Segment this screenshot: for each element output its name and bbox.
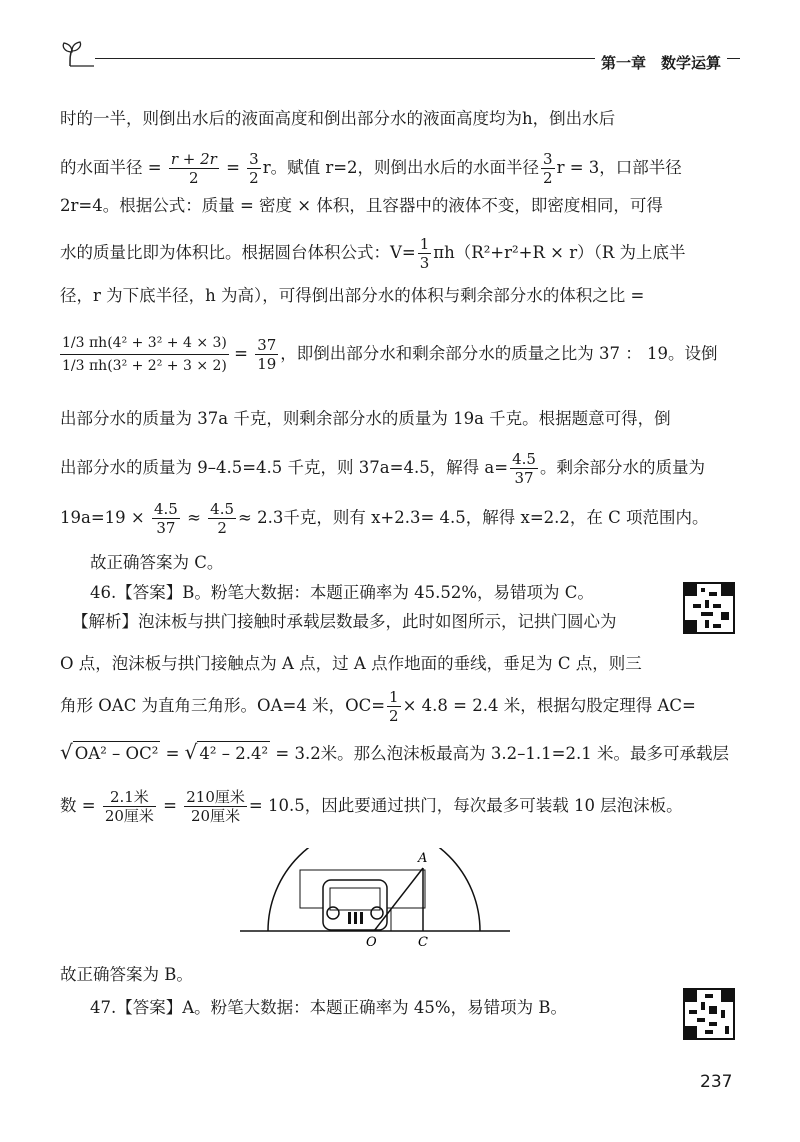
body-line-5: 径，r 为下底半径，h 为高），可得倒出部分水的体积与剩余部分水的体积之比 = [60, 286, 645, 305]
body-line-3: 2r=4。根据公式：质量 = 密度 × 体积，且容器中的液体不变，即密度相同，可得 [60, 196, 663, 215]
answer-45: 故正确答案为 C。 [90, 553, 224, 572]
question-47-answer: 47.【答案】A。粉笔大数据：本题正确率为 45%，易错项为 B。 [90, 998, 567, 1017]
analysis-line-1: 【解析】泡沫板与拱门接触时承载层数最多，此时如图所示，记拱门圆心为 [72, 612, 617, 631]
qr-code-icon[interactable] [683, 988, 735, 1040]
analysis-line-5: 数 = $\frac{\text{2.1米}}{\text{20厘米}}$ = $\frac{\text{210厘米}}{\text{20厘米}}$ = 10.5，因此要通过拱门，每次最多可装载 10 层泡沫板。 [60, 788, 683, 825]
analysis-line-4: √ OA² – OC² = √ 4² – 2.4² = 3.2米。那么泡沫板最高为 3.2–1.1=2.1 米。最多可承载层 [60, 740, 729, 764]
chapter-title: 第一章 数学运算 [595, 52, 727, 73]
body-line-2: 的水面半径 = $\frac{r + 2r}{2}$ = $\frac{3}{2}$ r。赋值 r=2，则倒出水后的水面半径 $\frac{3}{2}$ r = 3，口部半径 [60, 150, 682, 187]
body-line-4: 水的质量比即为体积比。根据圆台体积公式：V= $\frac{1}{3}$ πh（R²+r²+R × r）（R 为上底半 [60, 235, 686, 272]
label-o: O [366, 935, 377, 948]
body-line-7: 出部分水的质量为 37a 千克，则剩余部分水的质量为 19a 千克。根据题意可得，倒 [60, 409, 671, 428]
question-46-answer: 46.【答案】B。粉笔大数据：本题正确率为 45.52%，易错项为 C。 [90, 583, 594, 602]
page-number: 237 [700, 1072, 733, 1092]
label-c: C [418, 935, 428, 948]
sprout-logo-icon [60, 40, 94, 68]
answer-46: 故正确答案为 B。 [60, 965, 193, 984]
body-line-6: $\frac{\text{1/3 πh(4² + 3² + 4 × 3)}}{\text{1/3 πh(3² + 2² + 3 × 2)}}$ = $\frac{37}{19}$ ，即倒出部分水和剩余部分水的质量之比为 37 ： 19。设倒 [60, 332, 718, 377]
body-line-8: 出部分水的质量为 9–4.5=4.5 千克，则 37a=4.5，解得 a= $\frac{4.5}{37}$ 。剩余部分水的质量为 [60, 450, 705, 487]
label-a: A [418, 851, 428, 866]
analysis-line-3: 角形 OAC 为直角三角形。OA=4 米，OC= $\frac{1}{2}$ × 4.8 = 2.4 米，根据勾股定理得 AC= [60, 688, 696, 725]
arch-figure [240, 848, 510, 948]
body-line-9: 19a=19 × $\frac{4.5}{37}$ ≈ $\frac{4.5}{2}$ ≈ 2.3千克，则有 x+2.3= 4.5，解得 x=2.2，在 C 项范围内。 [60, 500, 709, 537]
body-line-1: 时的一半，则倒出水后的液面高度和倒出部分水的液面高度均为h，倒出水后 [60, 109, 616, 128]
analysis-line-2: O 点，泡沫板与拱门接触点为 A 点，过 A 点作地面的垂线，垂足为 C 点，则三 [60, 654, 642, 673]
qr-code-icon[interactable] [683, 582, 735, 634]
